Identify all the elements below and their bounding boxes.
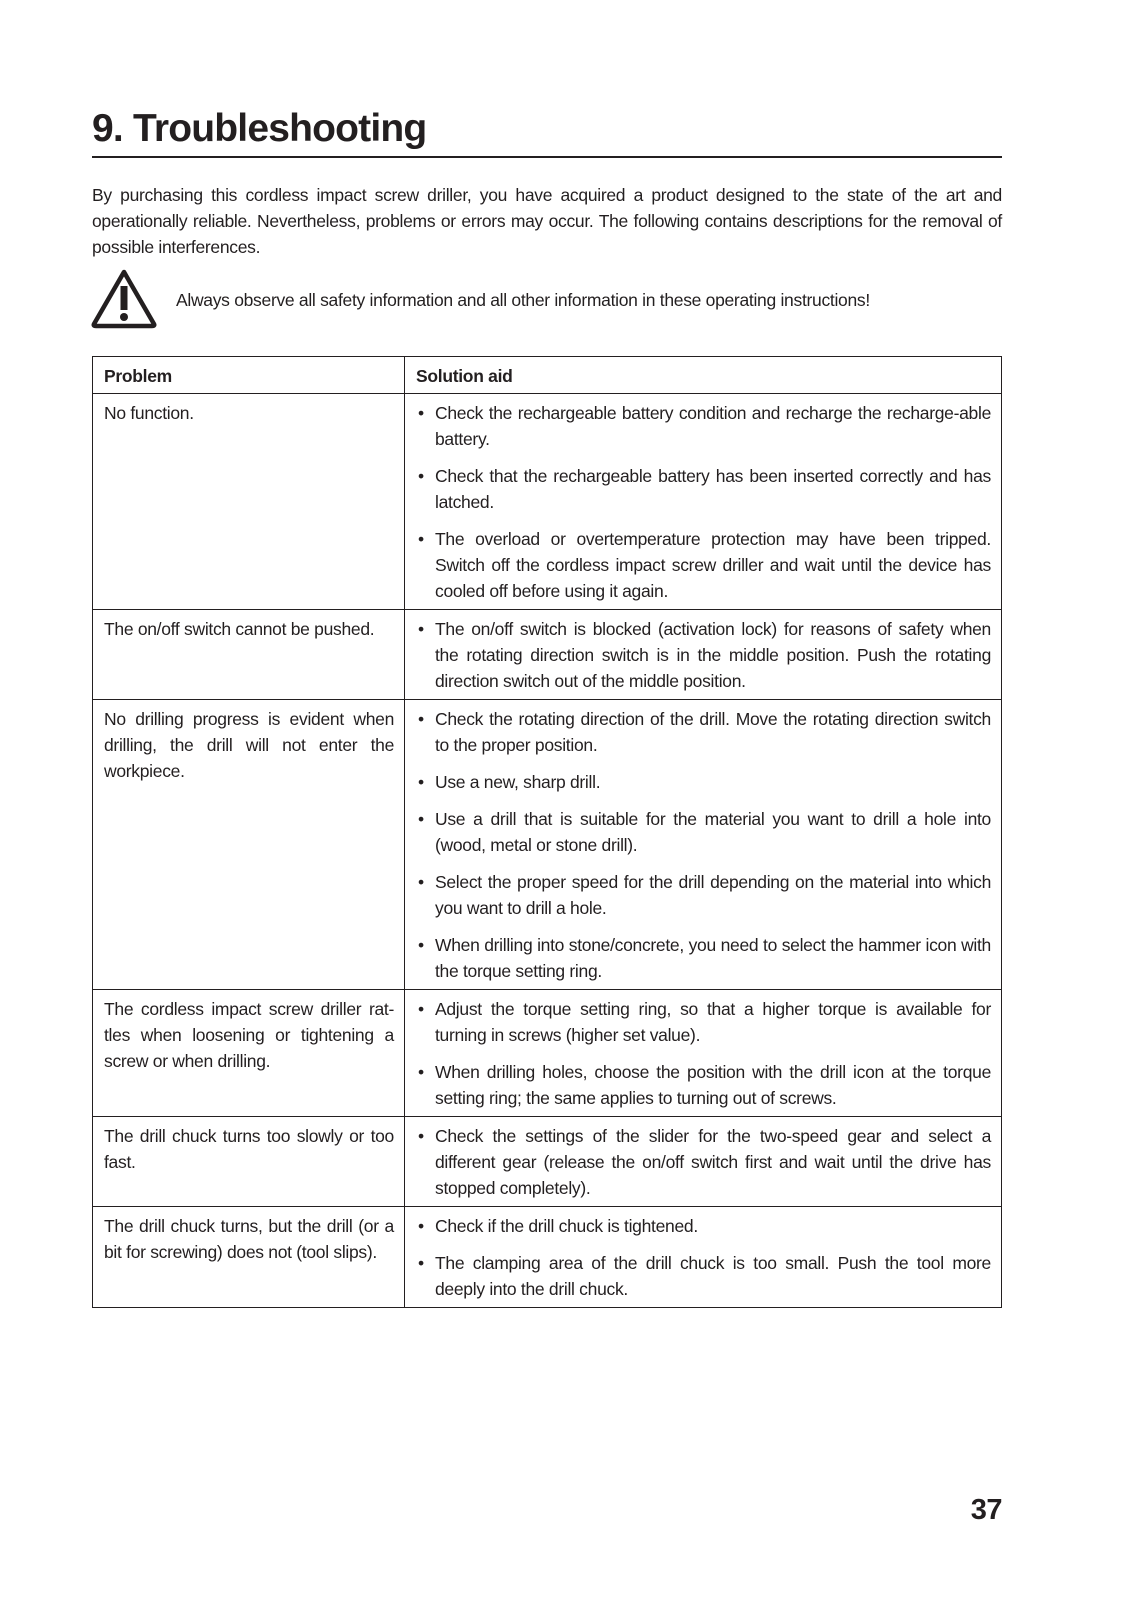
solution-cell [405, 700, 1002, 990]
solution-cell [405, 1207, 1002, 1308]
problem-cell: No function. [93, 394, 405, 610]
solution-item: • When drilling into stone/concrete, you need to select the hammer icon with the torque setting ring. [416, 932, 991, 984]
table-row [93, 1117, 1002, 1207]
column-header-problem: Problem [93, 357, 405, 394]
table-row [93, 700, 1002, 990]
problem-cell: The cordless impact screw driller rat-tles when loosening or tightening a screw or when drilling. [93, 990, 405, 1117]
solution-cell [405, 1117, 1002, 1207]
solution-item: • Check the rotating direction of the drill. Move the rotating direction switch to the proper position. [416, 706, 991, 758]
solution-item: • Use a drill that is suitable for the material you want to drill a hole into (wood, metal or stone drill). [416, 806, 991, 858]
safety-warning-text: Always observe all safety information and all other information in these operating instructions! [176, 290, 870, 310]
solution-item: • Check if the drill chuck is tightened. [416, 1213, 991, 1239]
solution-item: • Check that the rechargeable battery has been inserted correctly and has latched. [416, 463, 991, 515]
solution-cell [405, 610, 1002, 700]
solution-item: • The overload or overtemperature protection may have been tripped. Switch off the cordless impact screw driller and wait until the device has cooled off before using it again. [416, 526, 991, 604]
solution-item: • When drilling holes, choose the position with the drill icon at the torque setting ring; the same applies to turning out of screws. [416, 1059, 991, 1111]
problem-cell: The drill chuck turns too slowly or too fast. [93, 1117, 405, 1207]
solution-item: • Select the proper speed for the drill depending on the material into which you want to drill a hole. [416, 869, 991, 921]
solution-item: • Adjust the torque setting ring, so that a higher torque is available for turning in screws (higher set value). [416, 996, 991, 1048]
solution-item: • Check the rechargeable battery condition and recharge the recharge-able battery. [416, 400, 991, 452]
problem-cell: The drill chuck turns, but the drill (or a bit for screwing) does not (tool slips). [93, 1207, 405, 1308]
solution-cell [405, 394, 1002, 610]
troubleshooting-table [92, 356, 1002, 1308]
solution-item: • Check the settings of the slider for the two-speed gear and select a different gear (release the on/off switch first and wait until the drive has stopped completely). [416, 1123, 991, 1201]
page-number: 37 [970, 1494, 1002, 1526]
solution-item: • Use a new, sharp drill. [416, 769, 991, 795]
column-header-solution: Solution aid [405, 357, 1002, 394]
problem-cell: The on/off switch cannot be pushed. [93, 610, 405, 700]
page-title: 9. Troubleshooting [92, 104, 1002, 158]
table-row [93, 1207, 1002, 1308]
table-row [93, 990, 1002, 1117]
solution-item: • The on/off switch is blocked (activation lock) for reasons of safety when the rotating direction switch is in the middle position. Push the rotating direction switch out of the middle position. [416, 616, 991, 694]
solution-item: • The clamping area of the drill chuck is too small. Push the tool more deeply into the drill chuck. [416, 1250, 991, 1302]
problem-cell: No drilling progress is evident when drilling, the drill will not enter the workpiece. [93, 700, 405, 990]
intro-paragraph: By purchasing this cordless impact screw driller, you have acquired a product designed to the state of the art and operationally reliable. Nevertheless, problems or errors may occur. The following contains descriptions for the removal of possible interferences. [92, 185, 1002, 257]
warning-triangle-icon [90, 268, 158, 330]
table-row [93, 610, 1002, 700]
table-row [93, 394, 1002, 610]
solution-cell [405, 990, 1002, 1117]
table-header-row [93, 357, 1002, 394]
